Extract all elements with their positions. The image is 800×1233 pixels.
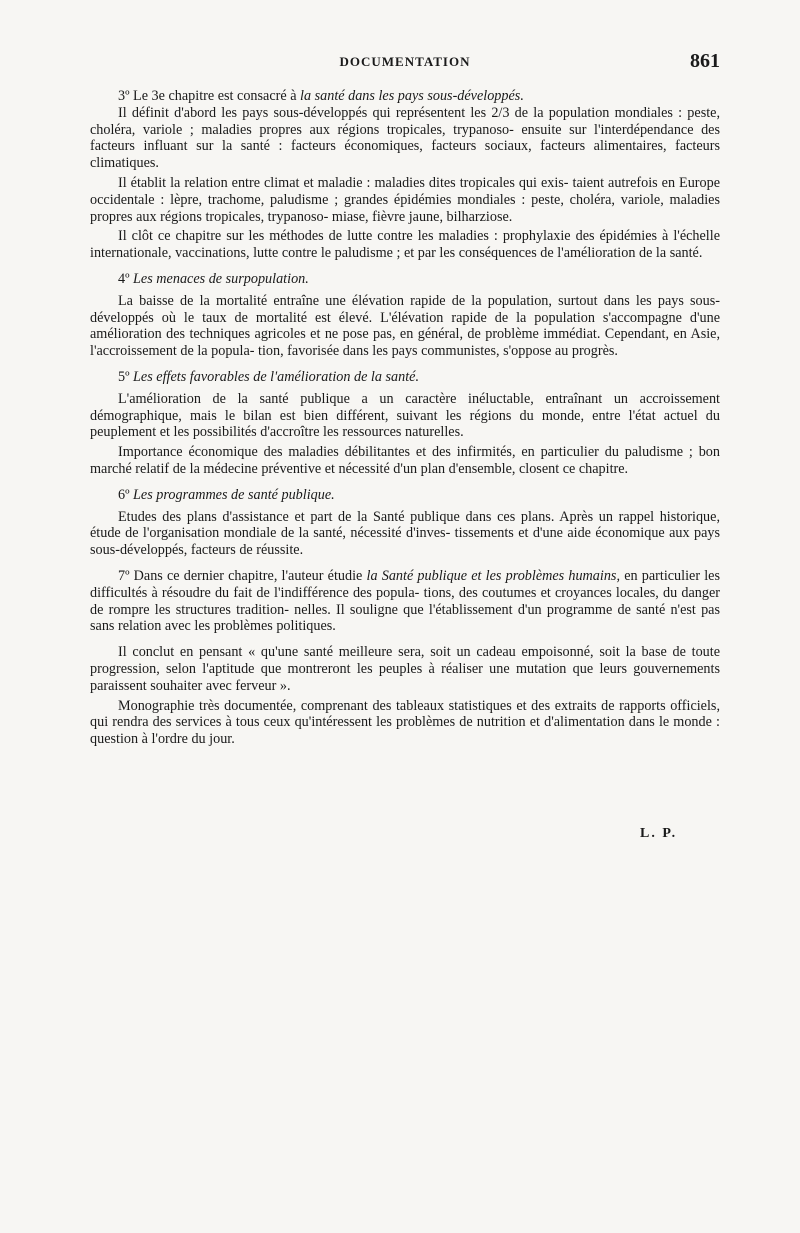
paragraph-chapter-7 (90, 568, 720, 635)
paragraph-text: Il établit la relation entre climat et maladie : maladies dites tropicales qui exis- taient autrefois en Europe occidentale : lèpre, trachome, paludisme ; grandes épidémies mondiales : peste, choléra, variole, maladies propres aux régions tropicales, trypanoso- miase, fièvre jaune, bilharziose. (90, 174, 720, 225)
running-title: DOCUMENTATION (339, 54, 471, 69)
paragraph-text: 4º (118, 270, 134, 287)
article-body (90, 88, 720, 748)
paragraph-text: Monographie très documentée, comprenant des tableaux statistiques et des extraits de rapports officiels, qui rendra des services à tous ceux qu'intéressent les problèmes de nutrition et d'alimentation dans le monde : question à l'ordre du jour. (90, 697, 720, 748)
paragraph (90, 698, 720, 748)
paragraph-text: Etudes des plans d'assistance et part de la Santé publique dans ces plans. Après un rappel historique, étude de l'organisation mondiale de la santé, nécessité d'inves- tissements et d'une aide économique aux pays sous-développés, facteurs de réussite. (90, 508, 720, 559)
paragraph-text: 5º (118, 368, 134, 385)
page-number: 861 (690, 50, 720, 72)
paragraph-chapter-5 (90, 369, 720, 386)
paragraph-text: 3º Le 3e chapitre est consacré à (118, 88, 301, 104)
paragraph-text: en particulier les difficultés à résoudre du fait de l'indifférence des popula- tions, des coutumes et croyances locales, du danger de rompre les structures tradition- nelles. Il souligne que l'établissement d'un programme de santé n'est pas sans relation avec les problèmes politiques. (90, 567, 720, 635)
paragraph-text: Il définit d'abord les pays sous-développés qui représentent les 2/3 de la population mondiales : peste, choléra, variole ; maladies propres aux régions tropicales, trypanoso- ensuite sur l'interdépendance des facteurs influant sur la santé : facteurs économiques, facteurs sociaux, facteurs alimentaires, facteurs climatiques. (90, 104, 720, 172)
paragraph (90, 391, 720, 441)
paragraph-chapter-6 (90, 487, 720, 504)
paragraph-text: Il conclut en pensant « qu'une santé meilleure sera, soit un cadeau empoisonné, soit la base de toute progression, selon l'aptitude que montreront les peuples à réaliser une mutation que leurs gouvernements paraissent souhaiter avec ferveur ». (90, 644, 720, 694)
author-initials: L. P. (640, 826, 678, 841)
paragraph (90, 444, 720, 478)
paragraph (90, 509, 720, 559)
paragraph-text: 6º (118, 486, 134, 503)
paragraph-text: L'amélioration de la santé publique a un caractère inéluctable, entraînant un accroissement démographique, mais le bilan est bien différent, suivant les régions du monde, entre l'état actuel du peuplement et les possibilités d'accroître les ressources naturelles. (90, 390, 720, 441)
paragraph-text: Importance économique des maladies débilitantes et des infirmités, en particulier du paludisme ; bon marché relatif de la médecine préventive et nécessité d'un plan d'ensemble, closent ce chapitre. (90, 444, 720, 477)
paragraph-chapter-4 (90, 271, 720, 288)
paragraph-italic: Les menaces de surpopulation. (133, 270, 309, 287)
paragraph-italic: la Santé publique et les problèmes humains, (366, 567, 621, 584)
paragraph-text: Il clôt ce chapitre sur les méthodes de lutte contre les maladies : prophylaxie des épidémies à l'échelle internationale, vaccinations, lutte contre le paludisme ; et par les conséquences de l'amélioration de la santé. (90, 228, 720, 262)
paragraph (90, 175, 720, 225)
paragraph (90, 644, 720, 694)
paragraph (90, 228, 720, 262)
page-header (90, 50, 720, 74)
paragraph-italic: Les effets favorables de l'amélioration de la santé. (133, 368, 420, 385)
paragraph-text: 7º Dans ce dernier chapitre, l'auteur étudie (118, 567, 367, 584)
paragraph-italic: la santé dans les pays sous-développés. (300, 88, 524, 104)
paragraph (90, 105, 720, 172)
paragraph-text: La baisse de la mortalité entraîne une élévation rapide de la population, surtout dans les pays sous-développés où le taux de mortalité est élevé. L'élévation rapide de la population s'accompagne d'une amélioration des techniques agricoles et ne pose pas, en général, de problème immédiat. Cependant, en Asie, l'accroissement de la popula- tion, favorisée dans les pays communistes, s'oppose au progrès. (90, 292, 720, 360)
paragraph (90, 293, 720, 360)
paragraph-italic: Les programmes de santé publique. (133, 486, 335, 503)
paragraph-chapter-3 (90, 88, 720, 105)
